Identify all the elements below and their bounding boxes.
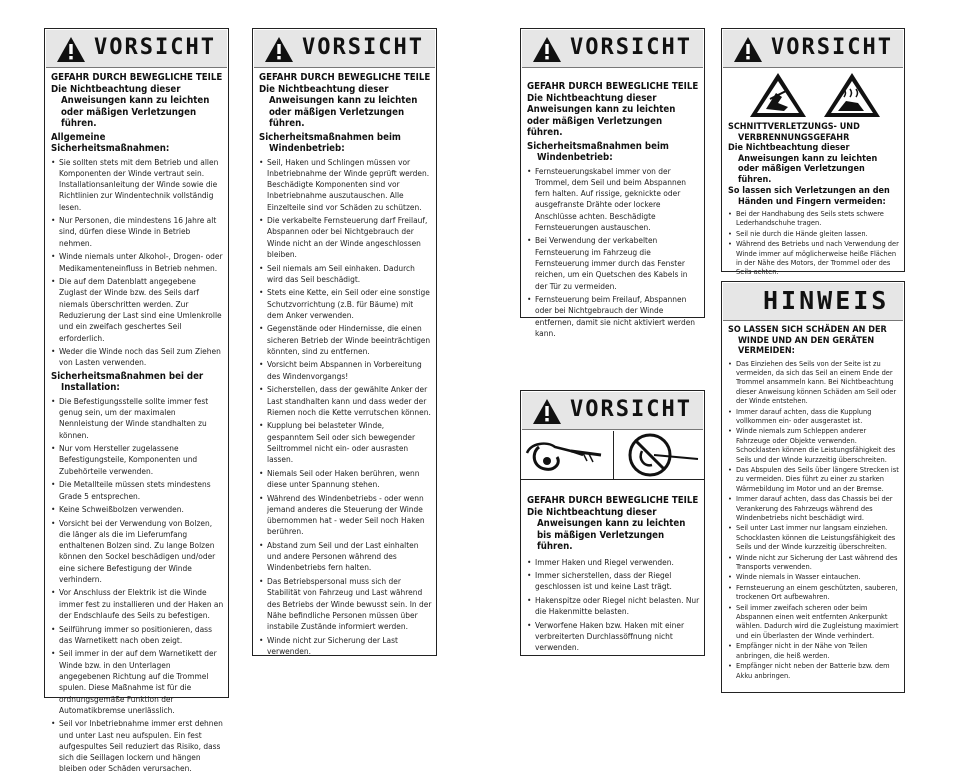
list-item: • Winde nicht zur Sicherung der Last verwenden. <box>259 635 432 658</box>
prohibited-hook-icon <box>614 431 704 479</box>
hand-cut-hazard-icon <box>748 71 808 119</box>
hook-latch-icon <box>521 431 611 479</box>
list-item: • Seil, Haken und Schlingen müssen vor Inbetriebnahme der Winde geprüft werden. Beschädigte Komponenten sind vor Inbetriebnahme auszutauschen. Alle Einzelteile sind vor Schäden zu schützen. <box>259 157 432 213</box>
list-item: • Seil immer in der auf dem Warnetikett der Winde bzw. in den Unterlagen angegebenen Richtung auf die Trommel spulen. Diese Maßnahme ist für die ordnungsgemäße Funktion der Automatikbremse unerlässlich. <box>51 648 224 716</box>
hazard-pictogram-row <box>722 69 904 117</box>
list-item: • Die auf dem Datenblatt angegebene Zuglast der Winde bzw. des Seils darf niemals überschritten werden. Zur Reduzierung der Last sind eine Umlenkrolle und ein zweifach geschertes Seil erforderlich. <box>51 276 224 344</box>
warning-triangle-icon <box>264 36 294 63</box>
hazard-heading: GEFAHR DURCH BEWEGLICHE TEILE <box>51 72 223 83</box>
list-item: • Die Metallteile müssen stets mindestens Grade 5 entsprechen. <box>51 479 224 502</box>
list-item: • Bei der Handhabung des Seils stets schwere Lederhandschuhe tragen. <box>728 209 900 228</box>
panel-header <box>522 30 703 68</box>
list-item: • Niemals Seil oder Haken berühren, wenn diese unter Spannung stehen. <box>259 468 432 491</box>
list-item: • Empfänger nicht in der Nähe von Teilen anbringen, die heiß werden. <box>728 641 900 660</box>
bullet-list <box>527 557 700 654</box>
caution-panel-1 <box>44 28 229 774</box>
panel-title: VORSICHT <box>302 35 424 60</box>
warning-triangle-icon <box>733 36 763 63</box>
section-subheading: Sicherheitsmaßnahmen beim Windenbetrieb: <box>259 131 401 154</box>
list-item: • Seil immer zweifach scheren oder beim Abspannen einen weit entfernten Ankerpunkt wählen. Dadurch wird die Zugleistung maximiert und ein Überlasten der Winde verhindert. <box>728 603 900 641</box>
section-subheading: Allgemeine Sicherheitsmaßnahmen: <box>51 131 170 154</box>
caution-panel-2 <box>252 28 437 656</box>
list-item: • Weder die Winde noch das Seil zum Ziehen von Lasten verwenden. <box>51 346 224 369</box>
notice-heading: SO LASSEN SICH SCHÄDEN AN DER WINDE UND AN DEN GERÄTEN VERMEIDEN: <box>728 325 887 356</box>
panel-header <box>522 392 703 430</box>
bullet-list <box>51 396 224 775</box>
panel-title: VORSICHT <box>771 35 893 60</box>
list-item: • Die verkabelte Fernsteuerung darf Freilauf, Abspannen oder bei Nichtgebrauch der Winde nicht an der Winde angeschlossen bleiben. <box>259 215 432 260</box>
list-item: • Seilführung immer so positionieren, dass das Warnetikett nach oben zeigt. <box>51 624 224 647</box>
panel-header <box>46 30 227 68</box>
list-item: • Winde niemals unter Alkohol-, Drogen- oder Medikamenteneinfluss in Betrieb nehmen. <box>51 251 224 274</box>
panel-title: VORSICHT <box>570 35 692 60</box>
list-item: • Fernsteuerungskabel immer von der Trommel, dem Seil und beim Abspannen fern halten. Auf rissige, geknickte oder ausgefranste Drähte oder lockere Anschlüsse achten. Beschädigte Fernsteuerungen austauschen. <box>527 166 700 234</box>
bullet-list <box>51 157 224 369</box>
list-item: • Winde nicht zur Sicherung der Last während des Transports verwenden. <box>728 553 900 572</box>
warning-text: Die Nichtbeachtung dieser Anweisungen kann zu leichten oder mäßigen Verletzungen führen. <box>527 92 676 138</box>
list-item: • Seil unter Last immer nur langsam einziehen. Schocklasten können die Leistungsfähigkeit des Seils und der Winde kurzzeitig überschreiten. <box>728 523 900 551</box>
list-item: • Fernsteuerung beim Freilauf, Abspannen oder bei Nichtgebrauch der Winde entfernen, damit sie nicht aktiviert werden kann. <box>527 294 700 339</box>
warning-text: Die Nichtbeachtung dieser Anweisungen kann zu leichten oder mäßigen Verletzungen führen. <box>51 83 210 129</box>
list-item: • Immer sicherstellen, dass der Riegel geschlossen ist und keine Last trägt. <box>527 570 700 593</box>
list-item: • Kupplung bei belasteter Winde, gespanntem Seil oder sich bewegender Seiltrommel nicht ein- oder ausrasten lassen. <box>259 420 432 465</box>
panel-header <box>723 30 903 68</box>
notice-panel <box>721 281 905 693</box>
warning-text: Die Nichtbeachtung dieser Anweisungen kann zu leichten oder mäßigen Verletzungen führen. <box>728 143 878 185</box>
list-item: • Das Einziehen des Seils von der Seite ist zu vermeiden, da sich das Seil an einem Ende der Trommel ansammeln kann. Bei Nichtbeachtung dieser Anweisung können Schäden am Seil oder der Winde entstehen. <box>728 359 900 406</box>
list-item: • Bei Verwendung der verkabelten Fernsteuerung im Fahrzeug die Fernsteuerung immer durch das Fenster reichen, um ein Quetschen des Kabels in der Tür zu vermeiden. <box>527 235 700 291</box>
list-item: • Hakenspitze oder Riegel nicht belasten. Nur die Hakenmitte belasten. <box>527 595 700 618</box>
caution-panel-4 <box>721 28 905 277</box>
panel-header <box>254 30 435 68</box>
list-item: • Nur vom Hersteller zugelassene Befestigungsteile, Komponenten und Zubehörteile verwenden. <box>51 443 224 477</box>
section-subheading: Sicherheitsmaßnahmen beim Windenbetrieb: <box>527 140 669 163</box>
bullet-list <box>728 359 900 680</box>
list-item: • Seil niemals am Seil einhaken. Dadurch wird das Seil beschädigt. <box>259 263 432 286</box>
list-item: • Vorsicht bei der Verwendung von Bolzen, die länger als die im Lieferumfang enthaltenen Bolzen sind. Zu lange Bolzen können den Sockel beschädigen und/oder eine sichere Befestigung der Winde verhindern. <box>51 518 224 586</box>
caution-panel-3 <box>520 28 705 339</box>
list-item: • Vor Anschluss der Elektrik ist die Winde immer fest zu installieren und der Haken an der Endschlaufe des Seils zu befestigen. <box>51 587 224 621</box>
bullet-list <box>728 209 900 277</box>
hazard-heading: GEFAHR DURCH BEWEGLICHE TEILE <box>527 495 699 506</box>
warning-text: Die Nichtbeachtung dieser Anweisungen kann zu leichten oder mäßigen Verletzungen führen. <box>259 83 418 129</box>
list-item: • Das Abspulen des Seils über längere Strecken ist zu vermeiden. Dies führt zu einer zu starken Wärmebildung im Motor und an der Bremse. <box>728 465 900 493</box>
list-item: • Das Betriebspersonal muss sich der Stabilität von Fahrzeug und Last während des Betriebs der Winde bewusst sein. In der Nähe befindliche Personen müssen über instabile Zustände informiert werden. <box>259 576 432 632</box>
caution-panel-5 <box>520 390 705 656</box>
list-item: • Vorsicht beim Abspannen in Vorbereitung des Windenvorgangs! <box>259 359 432 382</box>
panel-title: VORSICHT <box>94 35 216 60</box>
list-item: • Nur Personen, die mindestens 16 Jahre alt sind, dürfen diese Winde in Betrieb nehmen. <box>51 215 224 249</box>
list-item: • Gegenstände oder Hindernisse, die einen sicheren Betrieb der Winde beeinträchtigen könnten, sind zu entfernen. <box>259 323 432 357</box>
hot-surface-hazard-icon <box>822 71 882 119</box>
list-item: • Während des Windenbetriebs - oder wenn jemand anderes die Steuerung der Winde übernommen hat - weder Seil noch Haken berühren. <box>259 493 432 538</box>
list-item: • Winde niemals zum Schleppen anderer Fahrzeuge oder Objekte verwenden. Schocklasten können die Leistungsfähigkeit des Seils und der Winde kurzzeitig überschreiten. <box>728 426 900 464</box>
bullet-list <box>259 157 432 658</box>
list-item: • Stets eine Kette, ein Seil oder eine sonstige Schutzvorrichtung (z.B. für Bäume) mit dem Anker verwenden. <box>259 287 432 321</box>
list-item: • Immer darauf achten, dass das Chassis bei der Verankerung des Fahrzeugs während des Windenbetriebs nicht beschädigt wird. <box>728 494 900 522</box>
list-item: • Abstand zum Seil und der Last einhalten und andere Personen während des Windenbetriebs fern halten. <box>259 540 432 574</box>
list-item: • Seil nie durch die Hände gleiten lassen. <box>728 229 900 238</box>
hazard-heading: SCHNITTVERLETZUNGS- UND VERBRENNUNGSGEFAHR <box>728 122 860 143</box>
warning-triangle-icon <box>532 36 562 63</box>
warning-triangle-icon <box>532 398 562 425</box>
hook-pictogram-row <box>521 431 704 480</box>
bullet-list <box>527 166 700 340</box>
hazard-heading: GEFAHR DURCH BEWEGLICHE TEILE <box>259 72 431 83</box>
hazard-heading: GEFAHR DURCH BEWEGLICHE TEILE <box>527 81 699 92</box>
list-item: • Sie sollten stets mit dem Betrieb und allen Komponenten der Winde vertraut sein. Installationsanleitung der Winde sowie die Richtlinien zur Windentechnik vollständig lesen. <box>51 157 224 213</box>
list-item: • Keine Schweißbolzen verwenden. <box>51 504 224 515</box>
list-item: • Während des Betriebs und nach Verwendung der Winde immer auf möglicherweise heiße Flächen in der Nähe des Motors, der Trommel oder des Seils achten. <box>728 239 900 277</box>
warning-triangle-icon <box>56 36 86 63</box>
panel-title: HINWEIS <box>763 286 890 315</box>
warning-text: Die Nichtbeachtung dieser Anweisungen kann zu leichten bis mäßigen Verletzungen führen. <box>527 506 686 552</box>
list-item: • Seil vor Inbetriebnahme immer erst dehnen und unter Last neu aufspulen. Ein fest aufgespultes Seil reduziert das Risiko, dass sich die Seillagen lockern und hängen bleiben oder Schäden verursachen. <box>51 718 224 774</box>
list-item: • Die Befestigungsstelle sollte immer fest genug sein, um der maximalen Nennleistung der Winde standhalten zu können. <box>51 396 224 441</box>
list-item: • Empfänger nicht neben der Batterie bzw. dem Akku anbringen. <box>728 661 900 680</box>
list-item: • Winde niemals in Wasser eintauchen. <box>728 572 900 581</box>
list-item: • Sicherstellen, dass der gewählte Anker der Last standhalten kann und dass weder der Riemen noch die Kette verrutschen können. <box>259 384 432 418</box>
list-item: • Verworfene Haken bzw. Haken mit einer verbreiterten Durchlassöffnung nicht verwenden. <box>527 620 700 654</box>
list-item: • Immer darauf achten, dass die Kupplung vollkommen ein- oder ausgerastet ist. <box>728 407 900 426</box>
section-subheading: Sicherheitsmaßnahmen bei der Installation: <box>51 370 204 394</box>
list-item: • Fernsteuerung an einem geschützten, sauberen, trockenen Ort aufbewahren. <box>728 583 900 602</box>
list-item: • Immer Haken und Riegel verwenden. <box>527 557 700 568</box>
panel-header <box>723 283 903 321</box>
panel-title: VORSICHT <box>570 397 692 422</box>
section-subheading: So lassen sich Verletzungen an den Händen und Fingern vermeiden: <box>728 186 890 207</box>
